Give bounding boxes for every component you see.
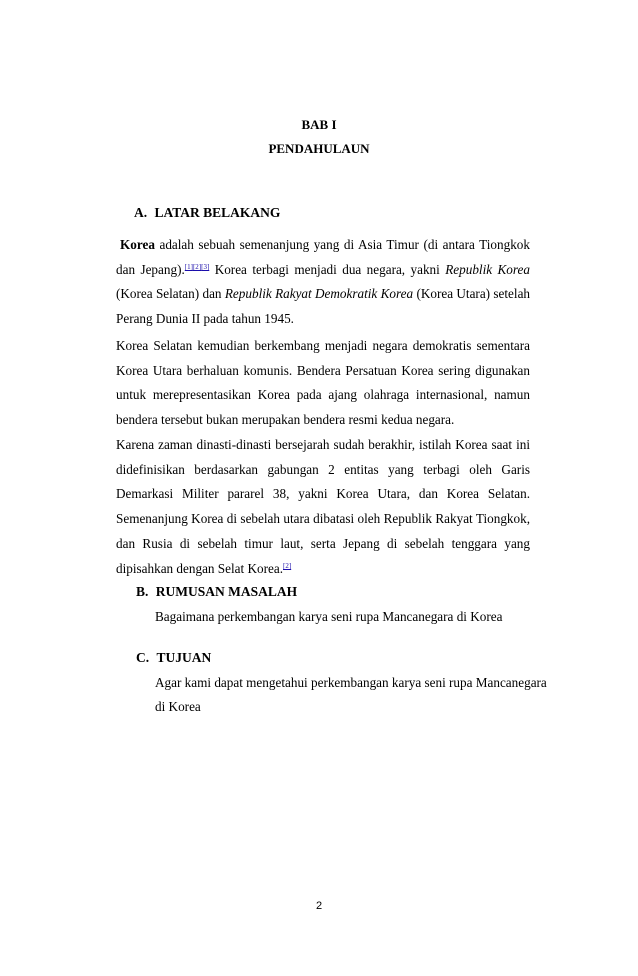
paragraph-3 bbox=[116, 433, 530, 581]
page-number: 2 bbox=[315, 900, 323, 912]
citation-group bbox=[185, 263, 210, 271]
section-a-label: A. bbox=[134, 205, 148, 220]
section-a-title: LATAR BELAKANG bbox=[154, 205, 281, 220]
paragraph-1 bbox=[116, 233, 530, 332]
section-b-title: RUMUSAN MASALAH bbox=[155, 584, 298, 599]
chapter-number: BAB I bbox=[301, 117, 337, 132]
paragraph-1-text-4: (Korea Utara) setelah Perang Dunia II pada tahun 1945. bbox=[116, 286, 531, 327]
citation-2-link[interactable]: [2] bbox=[192, 262, 202, 271]
citation-3-link[interactable]: [3] bbox=[201, 262, 210, 271]
section-b-text: Bagaimana perkembangan karya seni rupa Mancanegara di Korea bbox=[155, 609, 503, 624]
paragraph-2: Korea Selatan kemudian berkembang menjadi negara demokratis sementara Korea Utara berhaluan komunis. Bendera Persatuan Korea sering digunakan untuk merepresentasikan Korea pada ajang olahraga internasional, namun bendera tersebut bukan merupakan bendera resmi kedua negara. bbox=[116, 338, 530, 428]
term-republik-korea: Republik Korea bbox=[445, 261, 530, 277]
section-b-heading bbox=[136, 584, 297, 600]
term-korea: Korea bbox=[120, 237, 155, 252]
term-rrdk: Republik Rakyat Demokratik Korea bbox=[224, 286, 414, 302]
section-b-label: B. bbox=[136, 584, 149, 599]
section-a-heading bbox=[134, 205, 280, 221]
paragraph-1-text-2: Korea terbagi menjadi dua negara, yakni bbox=[209, 261, 446, 277]
chapter-title: PENDAHULAUN bbox=[268, 141, 370, 156]
citation-1-link[interactable]: [1] bbox=[184, 262, 193, 271]
paragraph-3-text: Karena zaman dinasti-dinasti bersejarah sudah berakhir, istilah Korea saat ini didefinisikan berdasarkan gabungan 2 entitas yang terbagi oleh Garis Demarkasi Militer pararel 38, yakni Korea Utara, dan Korea Selatan. Semenanjung Korea di sebelah utara dibatasi oleh Republik Rakyat Tiongkok, dan Rusia di sebelah timur laut, serta Jepang di sebelah tenggara yang dipisahkan dengan Selat Korea. bbox=[116, 437, 530, 576]
section-c-heading bbox=[136, 650, 211, 666]
section-c-title: TUJUAN bbox=[156, 650, 212, 665]
section-c-text: Agar kami dapat mengetahui perkembangan karya seni rupa Mancanegara di Korea bbox=[155, 675, 547, 714]
paragraph-1-text-3: (Korea Selatan) dan bbox=[116, 286, 225, 302]
section-c-label: C. bbox=[136, 650, 150, 665]
citation-2b-link[interactable]: [2] bbox=[283, 561, 292, 570]
paragraph-1-text-1: adalah sebuah semenanjung yang di Asia Timur (di antara Tiongkok dan Jepang). bbox=[116, 237, 530, 277]
